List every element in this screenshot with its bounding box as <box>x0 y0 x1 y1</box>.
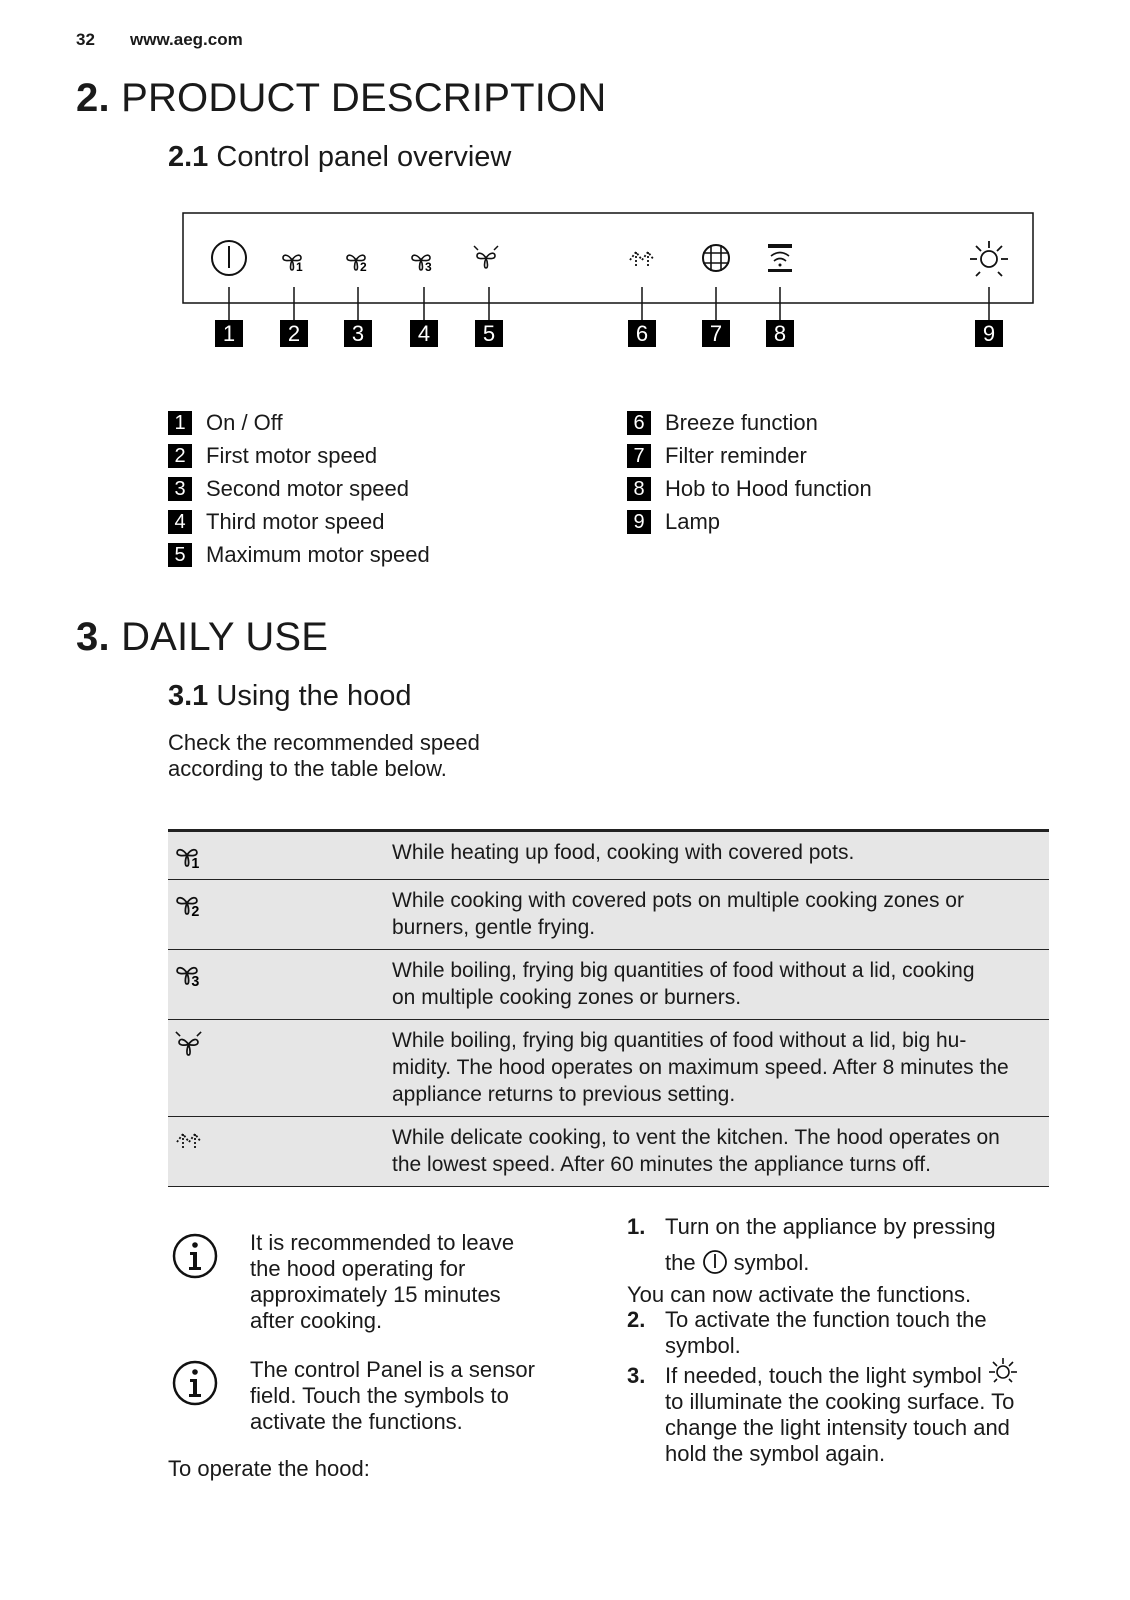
step-3-first-line <box>665 1363 1018 1389</box>
speed-icon-cell <box>168 880 392 950</box>
legend-number: 5 <box>168 543 192 567</box>
svg-text:1: 1 <box>191 856 200 872</box>
speed-icon-cell <box>168 1020 392 1117</box>
table-row <box>168 880 1049 950</box>
description-line: While boiling, frying big quantities of food without a lid, big hu- <box>392 1029 967 1052</box>
panel-label-3: 3 <box>344 320 372 347</box>
step-2-line: To activate the function touch the <box>665 1307 987 1332</box>
section-3-heading <box>76 615 328 660</box>
control-panel-diagram <box>0 0 1130 360</box>
svg-text:1: 1 <box>296 260 303 274</box>
fan-speed-3-icon <box>174 960 208 990</box>
panel-label-8: 8 <box>766 320 794 347</box>
panel-label-1: 1 <box>215 320 243 347</box>
legend-label: Maximum motor speed <box>206 542 430 567</box>
description-line: While boiling, frying big quantities of food without a lid, cooking <box>392 959 975 982</box>
fan-speed-2-icon <box>174 890 208 920</box>
section-2-title: PRODUCT DESCRIPTION <box>121 76 607 120</box>
step-1-text: Turn on the appliance by pressing <box>665 1214 996 1239</box>
speed-icon-cell <box>168 950 392 1020</box>
panel-label-4: 4 <box>410 320 438 347</box>
subsection-3-1-title: Using the hood <box>216 680 412 712</box>
legend-label: Lamp <box>665 509 721 534</box>
legend-label: Breeze function <box>665 410 818 435</box>
power-icon <box>212 241 246 275</box>
legend-number: 3 <box>168 477 192 501</box>
legend-number: 7 <box>627 444 651 468</box>
legend-number: 2 <box>168 444 192 468</box>
legend-number: 1 <box>168 411 192 435</box>
panel-label-2: 2 <box>280 320 308 347</box>
description-line: appliance returns to previous setting. <box>392 1083 736 1106</box>
subsection-2-1-title: Control panel overview <box>216 141 512 173</box>
info-line: approximately 15 minutes <box>250 1282 501 1307</box>
step-3-line: If needed, touch the light symbol <box>665 1363 982 1388</box>
step-2-text <box>665 1307 987 1359</box>
legend-label: First motor speed <box>206 443 378 468</box>
panel-label-5: 5 <box>475 320 503 347</box>
intro-line: according to the table below. <box>168 756 447 781</box>
legend-item <box>627 410 818 436</box>
step-2-number: 2. <box>627 1307 646 1332</box>
page-number: 32 <box>76 30 95 49</box>
info-note-2 <box>250 1357 535 1435</box>
svg-text:3: 3 <box>425 260 432 274</box>
description-line: the lowest speed. After 60 minutes the appliance turns off. <box>392 1153 931 1176</box>
speed-icon-cell <box>168 831 392 880</box>
fan-max-icon <box>474 246 498 268</box>
breeze-icon <box>174 1127 208 1157</box>
legend-label: Hob to Hood function <box>665 476 872 501</box>
info-icon <box>172 1233 218 1279</box>
speed-table <box>168 829 1049 1187</box>
legend-item <box>168 542 430 568</box>
info-line: activate the functions. <box>250 1409 463 1434</box>
speed-description <box>392 880 1049 950</box>
step-3-text <box>665 1389 1014 1467</box>
legend-label: Second motor speed <box>206 476 410 501</box>
legend-label: Third motor speed <box>206 509 385 534</box>
step-1-number: 1. <box>627 1214 646 1239</box>
lamp-icon <box>988 1356 1018 1386</box>
speed-description <box>392 950 1049 1020</box>
info-line: field. Touch the symbols to <box>250 1383 509 1408</box>
section-2-number: 2. <box>76 76 110 120</box>
legend-item <box>168 476 409 502</box>
panel-label-6: 6 <box>628 320 656 347</box>
legend-number: 9 <box>627 510 651 534</box>
panel-label-9: 9 <box>975 320 1003 347</box>
step-1-symbol-line <box>665 1249 809 1277</box>
fan-max-icon <box>174 1030 208 1060</box>
table-row <box>168 950 1049 1020</box>
step-3-line: hold the symbol again. <box>665 1441 886 1466</box>
speed-description <box>392 1020 1049 1117</box>
legend-number: 8 <box>627 477 651 501</box>
info-line: The control Panel is a sensor <box>250 1357 535 1382</box>
subsection-3-1-number: 3.1 <box>168 680 209 712</box>
section-3-number: 3. <box>76 615 110 659</box>
panel-label-7: 7 <box>702 320 730 347</box>
svg-text:2: 2 <box>360 260 367 274</box>
speed-description <box>392 1117 1049 1187</box>
legend-item <box>168 443 377 469</box>
intro-paragraph <box>168 730 480 782</box>
legend-item <box>168 509 385 535</box>
step-2-line: symbol. <box>665 1333 741 1358</box>
table-row <box>168 1117 1049 1187</box>
subsection-3-1-heading <box>168 680 411 713</box>
lamp-icon <box>970 241 1008 276</box>
description-line: While heating up food, cooking with covered pots. <box>392 841 855 864</box>
description-line: on multiple cooking zones or burners. <box>392 986 742 1009</box>
fan-speed-1-icon <box>174 842 208 872</box>
website-url[interactable]: www.aeg.com <box>130 30 243 49</box>
step-1-post: symbol. <box>733 1250 810 1275</box>
step-3-line: change the light intensity touch and <box>665 1415 1010 1440</box>
step-1-pre: the <box>665 1250 696 1275</box>
intro-line: Check the recommended speed <box>168 730 480 755</box>
svg-text:2: 2 <box>191 904 200 920</box>
power-icon <box>701 1249 729 1277</box>
operate-hood-text: To operate the hood: <box>168 1456 370 1481</box>
fan-speed-2-icon <box>347 255 367 274</box>
description-line: midity. The hood operates on maximum speed. After 8 minutes the <box>392 1056 1009 1079</box>
description-line: While cooking with covered pots on multiple cooking zones or <box>392 889 964 912</box>
legend-number: 6 <box>627 411 651 435</box>
legend-item <box>627 476 872 502</box>
step-3-number: 3. <box>627 1363 646 1388</box>
description-line: burners, gentle frying. <box>392 916 596 939</box>
table-row <box>168 831 1049 880</box>
legend-item <box>627 509 720 535</box>
table-row <box>168 1020 1049 1117</box>
fan-speed-3-icon <box>412 255 432 274</box>
info-line: after cooking. <box>250 1308 383 1333</box>
subsection-2-1-number: 2.1 <box>168 141 209 173</box>
description-line: While delicate cooking, to vent the kitchen. The hood operates on <box>392 1126 1000 1149</box>
breeze-icon <box>630 252 654 268</box>
info-line: It is recommended to leave <box>250 1230 515 1255</box>
speed-description <box>392 831 1049 880</box>
fan-speed-1-icon <box>283 255 303 274</box>
legend-item <box>627 443 807 469</box>
step-3-line: to illuminate the cooking surface. To <box>665 1389 1015 1414</box>
filter-icon <box>703 245 729 271</box>
legend-number: 4 <box>168 510 192 534</box>
legend-label: On / Off <box>206 410 283 435</box>
svg-text:3: 3 <box>191 974 200 990</box>
info-note-1 <box>250 1230 514 1334</box>
step-1-result: You can now activate the functions. <box>627 1282 972 1307</box>
legend-label: Filter reminder <box>665 443 807 468</box>
info-icon <box>172 1360 218 1406</box>
hob2hood-icon <box>768 244 792 272</box>
section-3-title: DAILY USE <box>121 615 329 659</box>
info-line: the hood operating for <box>250 1256 466 1281</box>
legend-item <box>168 410 283 436</box>
speed-icon-cell <box>168 1117 392 1187</box>
